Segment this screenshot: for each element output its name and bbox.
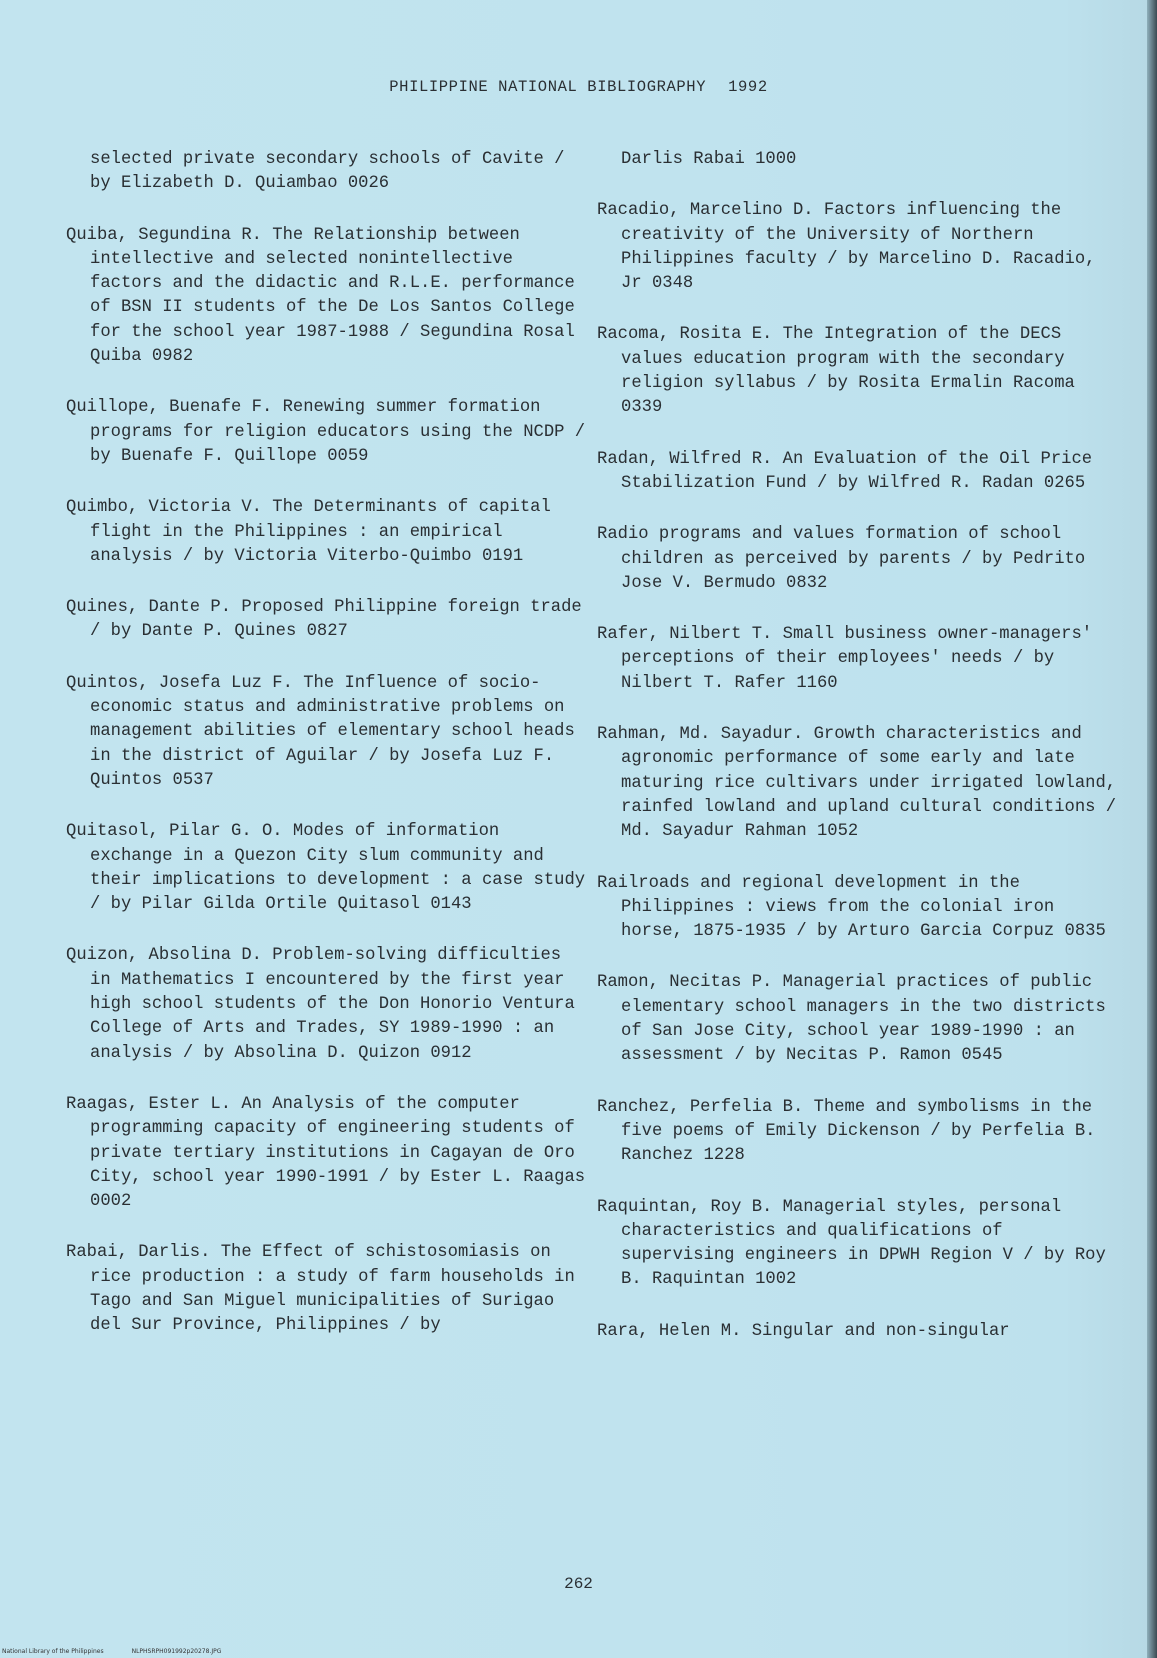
- bibliography-entry: Quitasol, Pilar G. O. Modes of information exchange in a Quezon City slum community and their implications to development : a case study / by Pilar Gilda Ortile Quitasol 0143: [66, 822, 586, 915]
- credit-file: NLPHSRPH091992p20278.JPG: [131, 1648, 222, 1655]
- bibliography-entry: Raquintan, Roy B. Managerial styles, personal characteristics and qualifications of supervising engineers in DPWH Region V / by Roy B. Raquintan 1002: [597, 1197, 1106, 1290]
- bibliography-entry: Raagas, Ester L. An Analysis of the computer programming capacity of engineering students of private tertiary institutions in Cagayan de Oro City, school year 1990-1991 / by Ester L. Raagas 0002: [66, 1094, 586, 1212]
- bibliography-entry: Quizon, Absolina D. Problem-solving difficulties in Mathematics I encountered by the first year high school students of the Don Honorio Ventura College of Arts and Trades, SY 1989-1990 : an analysis / by Absolina D. Quizon 0912: [66, 946, 575, 1063]
- bibliography-entry: Darlis Rabai 1000: [621, 150, 797, 169]
- right-column: [597, 148, 1117, 1371]
- bibliography-entry: Quimbo, Victoria V. The Determinants of capital flight in the Philippines : an empirical analysis / by Victoria Viterbo-Quimbo 0191: [66, 498, 551, 566]
- bibliography-entry: Rabai, Darlis. The Effect of schistosomiasis on rice production : a study of farm households in Tago and San Miguel municipalities of Surigao del Sur Province, Philippines / by: [66, 1243, 575, 1336]
- left-column: [66, 148, 586, 1366]
- bibliography-entry: Ramon, Necitas P. Managerial practices of public elementary school managers in the two districts of San Jose City, school year 1989-1990 : an assessment / by Necitas P. Ramon 0545: [597, 973, 1106, 1066]
- page-number: 262: [564, 1575, 593, 1593]
- credit-source: National Library of the Philippines: [2, 1648, 104, 1655]
- bibliography-entry: Rahman, Md. Sayadur. Growth characteristics and agronomic performance of some early and late maturing rice cultivars under irrigated lowland, rainfed lowland and upland cultural conditions / Md. Sayadur Rahman 1052: [597, 725, 1117, 842]
- bibliography-entry: selected private secondary schools of Cavite / by Elizabeth D. Quiambao 0026: [90, 150, 565, 194]
- bibliography-entry: Racoma, Rosita E. The Integration of the DECS values education program with the secondary religion syllabus / by Rosita Ermalin Racoma 0339: [597, 325, 1075, 418]
- bibliography-entry: Rafer, Nilbert T. Small business owner-managers' perceptions of their employees' needs / by Nilbert T. Rafer 1160: [597, 625, 1093, 693]
- bibliography-entry: Radio programs and values formation of school children as perceived by parents / by Pedrito Jose V. Bermudo 0832: [597, 525, 1086, 593]
- bibliography-entry: Railroads and regional development in the Philippines : views from the colonial iron horse, 1875-1935 / by Arturo Garcia Corpuz 0835: [597, 873, 1106, 942]
- bibliography-entry: Ranchez, Perfelia B. Theme and symbolisms in the five poems of Emily Dickenson / by Perfelia B. Ranchez 1228: [597, 1097, 1096, 1166]
- bibliography-entry: Rara, Helen M. Singular and non-singular: [597, 1321, 1010, 1341]
- bibliography-entry: Racadio, Marcelino D. Factors influencing the creativity of the University of Northern Philippines faculty / by Marcelino D. Racadio, Jr 0348: [597, 201, 1096, 294]
- bibliography-entry: Radan, Wilfred R. An Evaluation of the Oil Price Stabilization Fund / by Wilfred R. Radan 0265: [597, 449, 1093, 493]
- bibliography-entry: Quillope, Buenafe F. Renewing summer formation programs for religion educators using the NCDP / by Buenafe F. Quillope 0059: [66, 398, 586, 466]
- scan-credit: [2, 1648, 221, 1655]
- bibliography-entry: Quiba, Segundina R. The Relationship between intellective and selected nonintellective factors and the didactic and R.L.E. performance of BSN II students of the De Los Santos College for the school year 1987-1988 / Segundina Rosal Quiba 0982: [66, 225, 575, 367]
- header-year: 1992: [728, 78, 768, 96]
- running-header: [0, 78, 1157, 96]
- bibliography-entry: Quines, Dante P. Proposed Philippine foreign trade / by Dante P. Quines 0827: [66, 598, 582, 642]
- scan-edge-shadow: [1147, 0, 1157, 1658]
- header-title: PHILIPPINE NATIONAL BIBLIOGRAPHY: [389, 78, 707, 96]
- bibliography-entry: Quintos, Josefa Luz F. The Influence of socio-economic status and administrative problems on management abilities of elementary school heads in the district of Aguilar / by Josefa Luz F. Quintos 0537: [66, 673, 575, 790]
